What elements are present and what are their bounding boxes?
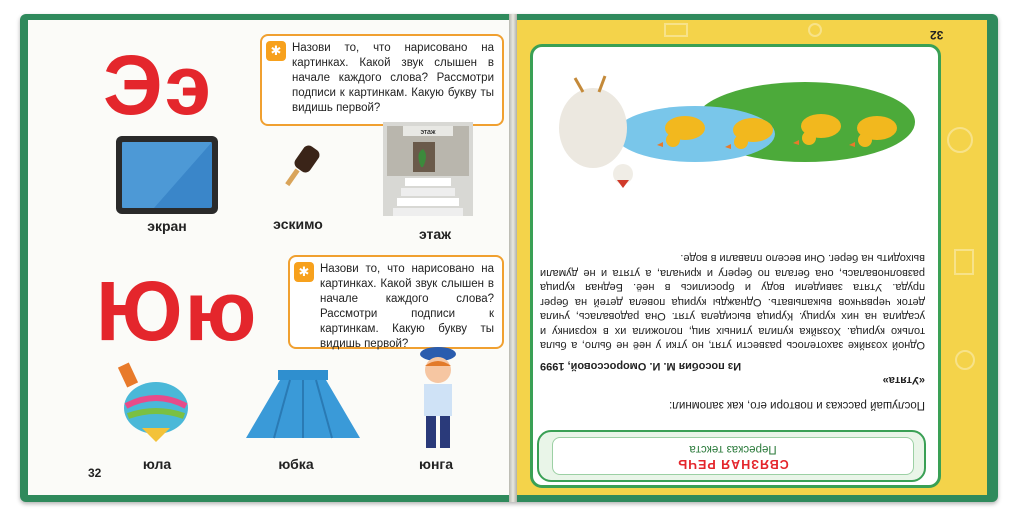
lightbulb-icon: ✱ — [266, 41, 286, 61]
section-title-inner — [552, 437, 914, 475]
story-source: Из пособия М. И. Оморoccoвой, 1999 — [540, 360, 742, 372]
staircase-image — [383, 122, 473, 216]
story-block — [540, 212, 925, 412]
hint-text-bottom: Назови то, что нарисовано на картинках. Какой звук слышен в начале каждого слова? Рассмотри подписи к картинкам. Какую букву ты видишь первой? — [320, 263, 494, 350]
story-title: «Утята» — [882, 374, 925, 387]
letter-yu: Юю — [96, 264, 259, 358]
caption-ekran: экран — [147, 218, 187, 234]
tablet-image — [114, 134, 220, 216]
hint-box-top — [260, 34, 504, 126]
lightbulb-icon: ✱ — [294, 262, 314, 282]
book-spine — [509, 14, 517, 502]
caption-yula: юла — [142, 456, 172, 472]
letter-e: Ээ — [103, 38, 214, 132]
hen-icon — [559, 76, 633, 188]
caption-yubka: юбка — [278, 456, 314, 472]
skirt-image — [244, 366, 362, 446]
caption-etazh: этаж — [418, 226, 452, 242]
floor-sign: этаж — [420, 129, 436, 136]
caption-yunga: юнга — [418, 456, 454, 472]
page-number-right: 32 — [930, 28, 944, 42]
spinning-top-image — [112, 362, 196, 446]
caption-eskimo: эскимо — [273, 216, 323, 232]
section-title-box — [537, 430, 926, 482]
section-title: СВЯЗНАЯ РЕЧЬ — [677, 457, 789, 471]
instruction-text: Послушай рассказ и повтори его, как запомнил: — [669, 399, 925, 411]
eskimo-image — [278, 142, 326, 190]
hint-box-bottom — [288, 255, 504, 349]
section-subtitle: Пересказ текста — [689, 443, 777, 455]
story-paragraph: Одной хозяйке захотелось развести утят, но утки у неё не было, а была только курица. Хозяйка купила утиных яиц, положила их в корзинку и усадила на них курицу. Курица высидела утят. Она радовалась, учила деток червячков выкапывать. Однажды курица повела детей на берег пруда. Утята завидели воду и бросились в неё. Бедная курица разволновалась, она бегала по берегу и кричала, а утята и не думали выходить на берег. Они весело плавали в воде. — [540, 252, 925, 352]
sailor-boy-image — [412, 344, 464, 456]
hen-ducklings-illustration — [545, 72, 925, 192]
page-number-left: 32 — [88, 466, 102, 480]
hint-text-top: Назови то, что нарисовано на картинках. Какой звук слышен в начале каждого слова? Рассмотри подписи к картинкам. Какую букву ты видишь первой? — [292, 42, 494, 114]
